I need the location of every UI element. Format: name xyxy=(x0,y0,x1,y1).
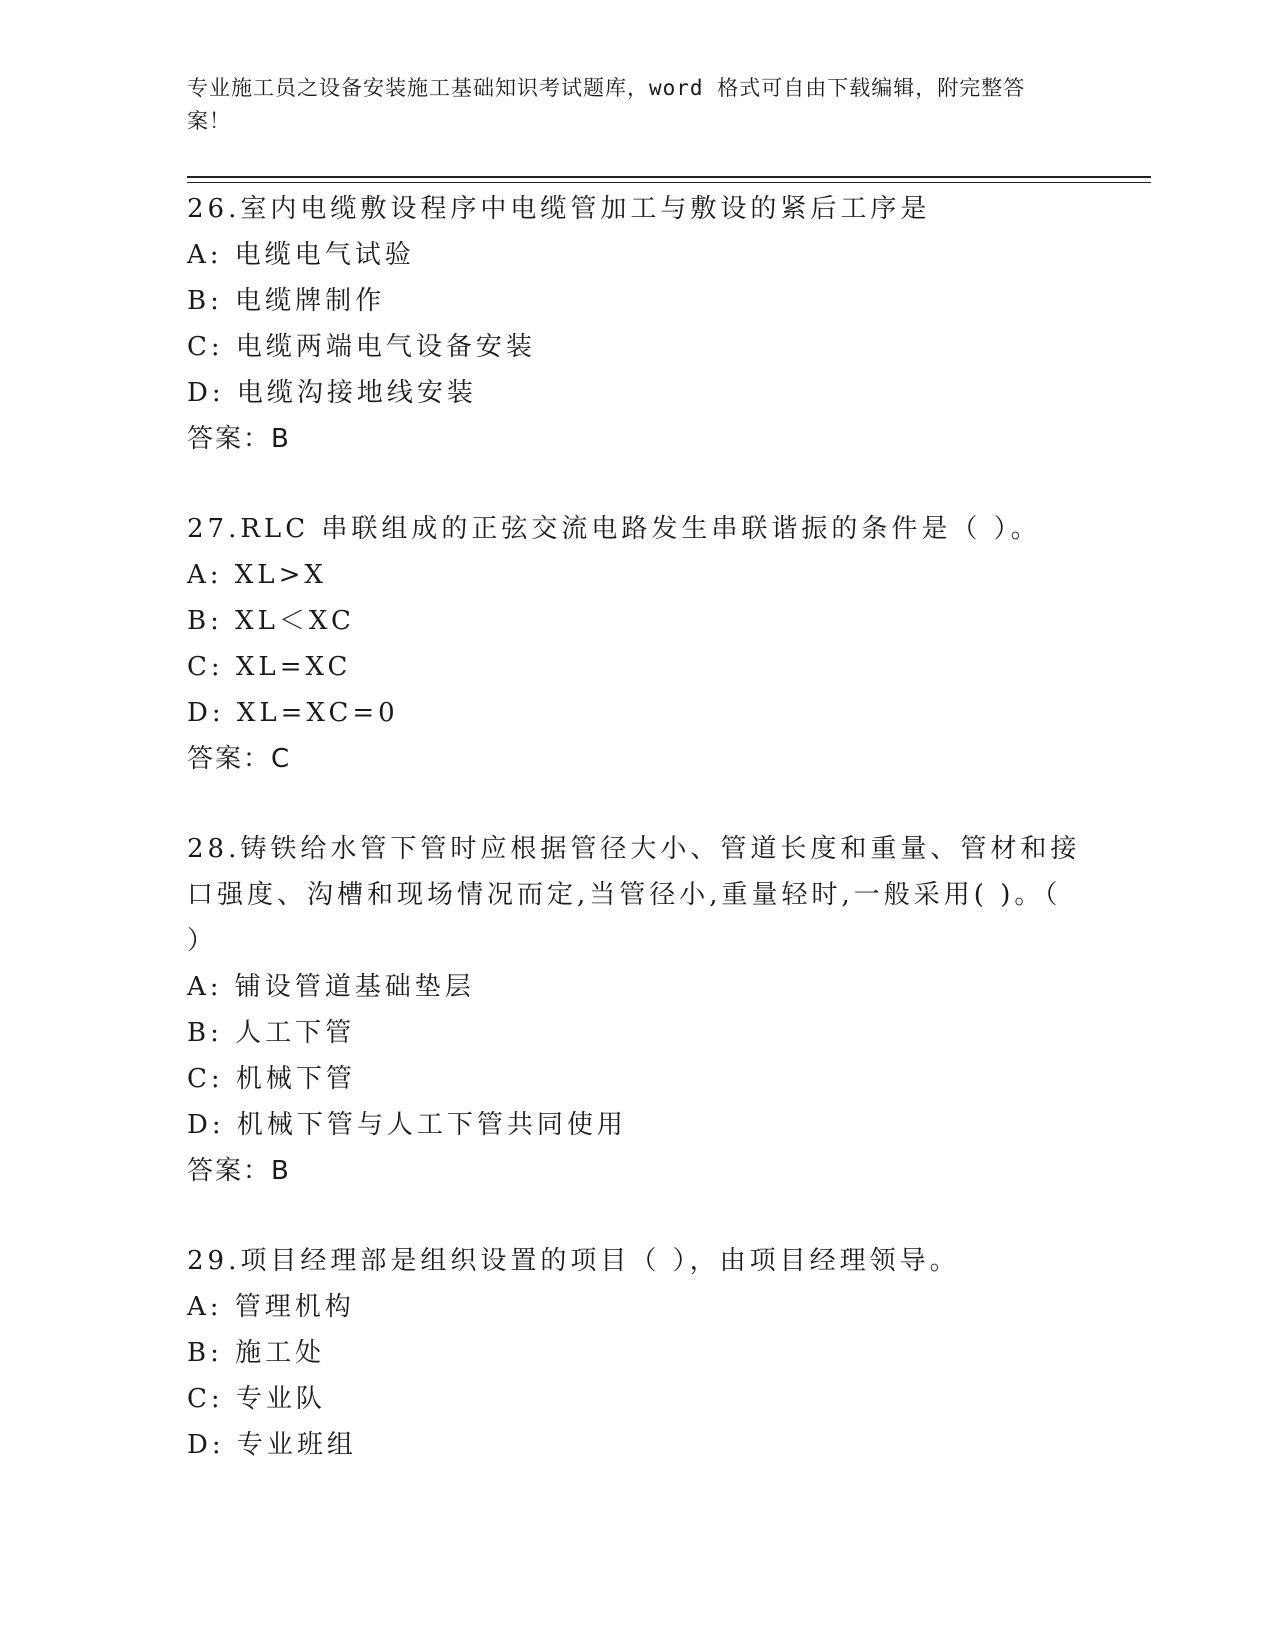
question-text: 26.室内电缆敷设程序中电缆管加工与敷设的紧后工序是 xyxy=(187,194,931,224)
option-d: D: 机械下管与人工下管共同使用 xyxy=(187,1110,627,1140)
question-list xyxy=(187,186,1087,1512)
option-d: D: XL=XC=0 xyxy=(187,698,399,728)
option-a: A: 铺设管道基础垫层 xyxy=(187,972,475,1002)
answer: 答案：B xyxy=(187,1156,291,1186)
question-26 xyxy=(187,186,1087,462)
question-27 xyxy=(187,506,1087,782)
option-b: B: XL＜XC xyxy=(187,606,355,636)
header-rule-top xyxy=(187,176,1151,178)
option-c: C: 电缆两端电气设备安装 xyxy=(187,332,536,362)
option-a: A: 管理机构 xyxy=(187,1292,355,1322)
option-c: C: 专业队 xyxy=(187,1384,326,1414)
option-c: C: 机械下管 xyxy=(187,1064,356,1094)
option-c: C: XL=XC xyxy=(187,652,352,682)
document-header: 专业施工员之设备安装施工基础知识考试题库，word 格式可自由下载编辑，附完整答案！ xyxy=(187,76,1026,133)
option-a: A: 电缆电气试验 xyxy=(187,240,415,270)
answer: 答案：B xyxy=(187,424,291,454)
answer: 答案：C xyxy=(187,744,292,774)
option-b: B: 电缆牌制作 xyxy=(187,286,386,316)
option-d: D: 电缆沟接地线安装 xyxy=(187,378,477,408)
option-b: B: 人工下管 xyxy=(187,1018,356,1048)
question-text: 28.铸铁给水管下管时应根据管径大小、管道长度和重量、管材和接口强度、沟槽和现场情况而定,当管径小,重量轻时,一般采用( )。（ ） xyxy=(187,834,1081,956)
question-29 xyxy=(187,1238,1087,1468)
option-b: B: 施工处 xyxy=(187,1338,326,1368)
question-text: 29.项目经理部是组织设置的项目（ ），由项目经理领导。 xyxy=(187,1246,960,1276)
option-d: D: 专业班组 xyxy=(187,1430,357,1460)
option-a: A: XL>X xyxy=(187,560,327,590)
question-text: 27.RLC 串联组成的正弦交流电路发生串联谐振的条件是（ ）。 xyxy=(187,514,1041,544)
question-28 xyxy=(187,826,1087,1194)
header-rule-bottom xyxy=(187,182,1151,183)
